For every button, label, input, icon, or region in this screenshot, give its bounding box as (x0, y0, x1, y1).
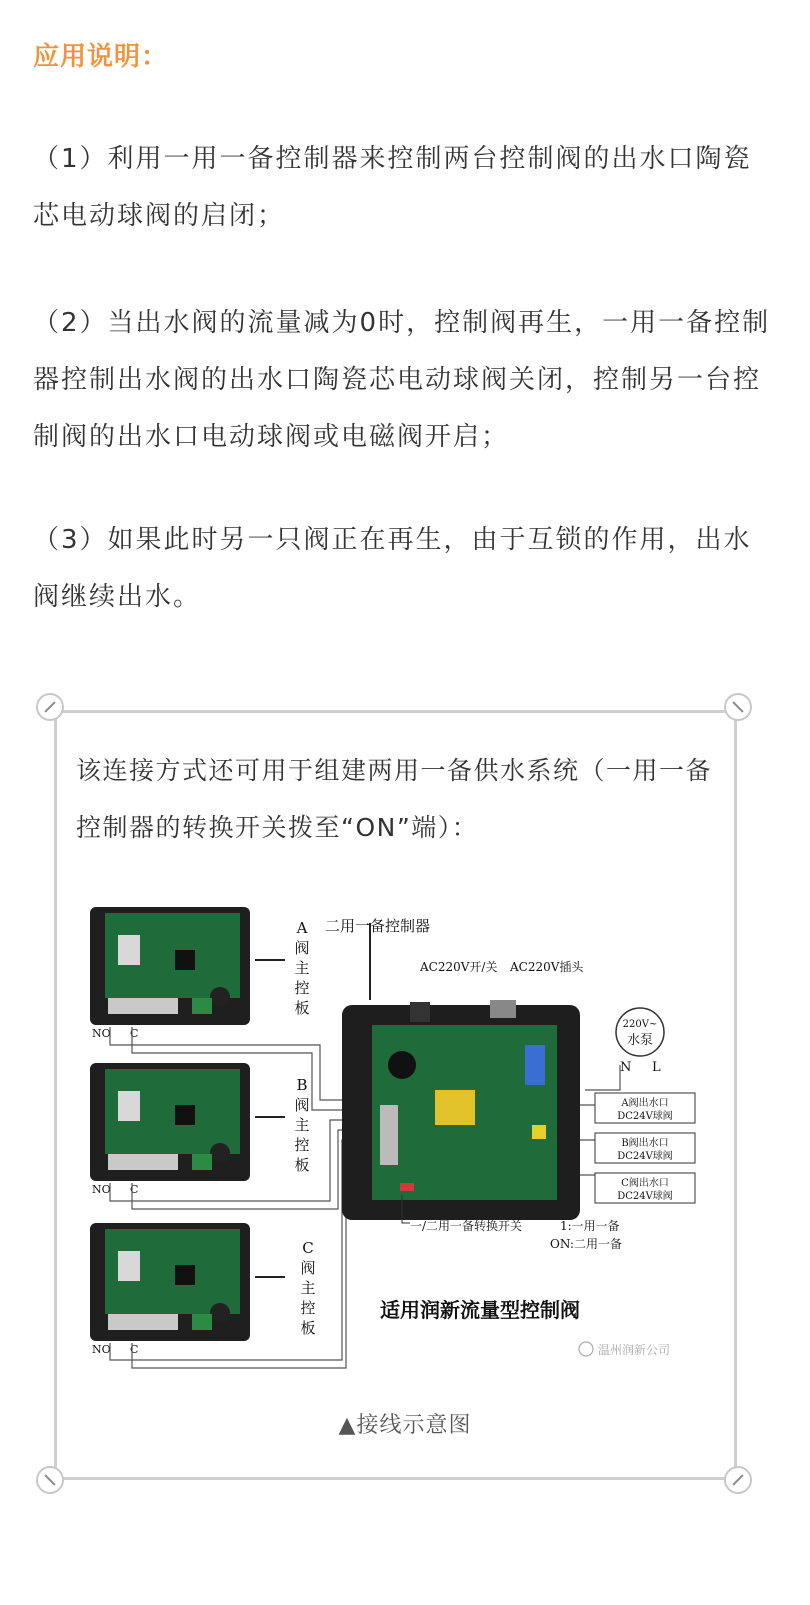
paragraph-3: （3）如果此时另一只阀正在再生，由于互锁的作用，出水阀继续出水。 (33, 525, 752, 612)
paragraph-1: （1）利用一用一备控制器来控制两台控制阀的出水口陶瓷芯电动球阀的启闭； (33, 144, 752, 231)
board-b (90, 1063, 250, 1181)
board-b-char-4: 板 (294, 1156, 310, 1174)
board-b-letter: B (296, 1076, 308, 1094)
pump-label: 水泵 (626, 1033, 654, 1048)
output-b-line2: DC24V球阀 (617, 1151, 673, 1162)
board-c-char-3: 控 (300, 1299, 316, 1317)
board-a-char-1: 阀 (294, 939, 310, 957)
output-b (595, 1133, 695, 1163)
controller-label: 二用一备控制器 (325, 917, 431, 935)
output-a-line2: DC24V球阀 (617, 1111, 673, 1122)
board-a-char-3: 控 (294, 979, 310, 997)
pump-l: L (652, 1060, 661, 1075)
switch-option-2: ON:二用一备 (550, 1237, 622, 1251)
controller-box (342, 1000, 580, 1220)
board-a-no: NO (92, 1027, 111, 1040)
pump-voltage: 220V~ (622, 1019, 658, 1030)
board-b-c: C (130, 1183, 139, 1196)
board-a-letter: A (296, 919, 308, 937)
diagram-caption: ▲接线示意图 (338, 1413, 472, 1438)
board-c-no: NO (92, 1343, 111, 1356)
board-a-char-4: 板 (294, 999, 310, 1017)
board-c-char-2: 主 (300, 1279, 316, 1297)
watermark (579, 1342, 670, 1357)
board-c-c: C (130, 1343, 139, 1356)
diagram-title: 适用润新流量型控制阀 (380, 1298, 580, 1322)
output-c-line2: DC24V球阀 (617, 1191, 673, 1202)
card-text: 该连接方式还可用于组建两用一备供水系统（一用一备控制器的转换开关拨至“ON”端）： (76, 756, 713, 842)
board-a-c: C (130, 1027, 139, 1040)
corner-bl (36, 1466, 64, 1494)
board-b-char-2: 主 (294, 1116, 310, 1134)
output-a-line1: A阀出水口 (621, 1098, 669, 1109)
paragraph-2: （2）当出水阀的流量减为0时，控制阀再生，一用一备控制器控制出水阀的出水口陶瓷芯电动球阀关闭，控制另一台控制阀的出水口电动球阀或电磁阀开启； (33, 308, 771, 452)
switch-label: 一/二用一备转换开关 (410, 1219, 523, 1233)
output-c-line1: C阀出水口 (621, 1178, 669, 1189)
output-b-line1: B阀出水口 (621, 1138, 669, 1149)
corner-br (724, 1466, 752, 1494)
ac-switch-label: AC220V开/关 (420, 960, 498, 974)
output-a (595, 1093, 695, 1123)
application-heading: 应用说明： (33, 42, 169, 72)
ac-plug-label: AC220V插头 (510, 960, 584, 974)
wiring-diagram (80, 905, 720, 1385)
board-c-letter: C (302, 1239, 314, 1257)
corner-tr (724, 693, 752, 721)
board-c-char-4: 板 (300, 1319, 316, 1337)
board-a (90, 907, 250, 1025)
pump-n: N (620, 1060, 632, 1075)
switch-option-1: 1:一用一备 (560, 1219, 620, 1233)
board-b-char-1: 阀 (294, 1096, 310, 1114)
board-c-char-1: 阀 (300, 1259, 316, 1277)
board-b-no: NO (92, 1183, 111, 1196)
output-c (595, 1173, 695, 1203)
board-b-char-3: 控 (294, 1136, 310, 1154)
corner-tl (36, 693, 64, 721)
watermark-text: 温州润新公司 (598, 1343, 671, 1357)
pump-circle (616, 1008, 664, 1056)
board-c (90, 1223, 250, 1341)
board-a-char-2: 主 (294, 959, 310, 977)
